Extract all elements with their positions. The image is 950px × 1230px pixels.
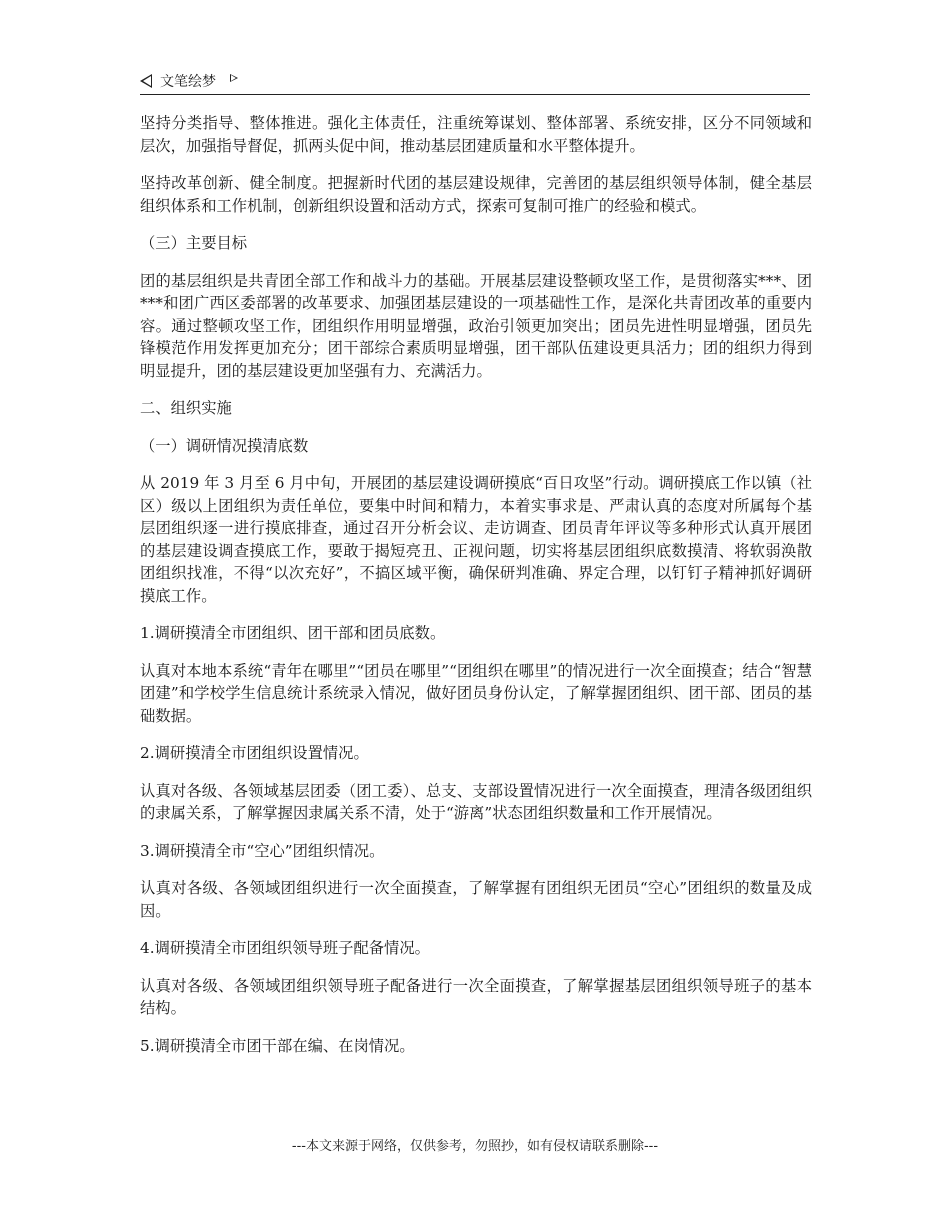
- page-header: [140, 68, 810, 95]
- item-4-body: 认真对各级、各领域团组织领导班子配备进行一次全面摸查，了解掌握基层团组织领导班子的基本结构。: [140, 976, 812, 1017]
- item-2-title: 2.调研摸清全市团组织设置情况。: [140, 744, 369, 762]
- paragraph-principle-reform: 坚持改革创新、健全制度。把握新时代团的基层建设规律，完善团的基层组织领导体制，健全基层组织体系和工作机制，创新组织设置和活动方式，探索可复制可推广的经验和模式。: [140, 174, 812, 215]
- item-4-title: 4.调研摸清全市团组织领导班子配备情况。: [140, 939, 430, 957]
- item-1-body: 认真对本地本系统“青年在哪里”“团员在哪里”“团组织在哪里”的情况进行一次全面摸查；结合“智慧团建”和学校学生信息统计系统录入情况，做好团员身份认定，了解掌握团组织、团干部、团员的基础数据。: [140, 661, 812, 725]
- paragraph-principle-guidance: 坚持分类指导、整体推进。强化主体责任，注重统筹谋划、整体部署、系统安排，区分不同领域和层次，加强指导督促，抓两头促中间，推动基层团建质量和水平整体提升。: [140, 114, 812, 155]
- heading-main-goals: （三）主要目标: [140, 234, 248, 252]
- item-2-body: 认真对各级、各领域基层团委（团工委）、总支、支部设置情况进行一次全面摸查，理清各级团组织的隶属关系，了解掌握因隶属关系不清，处于“游离”状态团组织数量和工作开展情况。: [140, 781, 812, 822]
- brand-name: 文笔绘梦: [160, 74, 216, 90]
- heading-survey: （一）调研情况摸清底数: [140, 436, 309, 455]
- paragraph-main-goals: 团的基层组织是共青团全部工作和战斗力的基础。开展基层建设整顿攻坚工作，是贯彻落实***、团***和团广西区委部署的改革要求、加强团基层建设的一项基础性工作，是深化共青团改革的重要内容。通过整顿攻坚工作，团组织作用明显增强，政治引领更加突出；团员先进性明显增强，团员先锋模范作用发挥更加充分；团干部综合素质明显增强，团干部队伍建设更具活力；团的组织力得到明显提升，团的基层建设更加坚强有力、充满活力。: [140, 271, 812, 380]
- play-triangle-icon: [230, 74, 238, 82]
- item-3-title: 3.调研摸清全市“空心”团组织情况。: [140, 841, 385, 860]
- item-1-title: 1.调研摸清全市团组织、团干部和团员底数。: [140, 624, 446, 642]
- heading-organization: 二、组织实施: [140, 399, 232, 417]
- item-5-title: 5.调研摸清全市团干部在编、在岗情况。: [140, 1036, 415, 1055]
- document-body: [140, 112, 812, 1072]
- back-triangle-icon: [140, 74, 152, 88]
- page-footer-notice: ---本文来源于网络，仅供参考，勿照抄，如有侵权请联系删除---: [291, 1139, 659, 1154]
- paragraph-survey: 从 2019 年 3 月至 6 月中旬，开展团的基层建设调研摸底“百日攻坚”行动。调研摸底工作以镇（社区）级以上团组织为责任单位，要集中时间和精力，本着实事求是、严肃认真的态度对所属每个基层团组织逐一进行摸底排查，通过召开分析会议、走访调查、团员青年评议等多种形式认真开展团的基层建设调查摸底工作，要敢于揭短亮丑、正视问题，切实将基层团组织底数摸清、将软弱涣散团组织找准，不得“以次充好”，不搞区域平衡，确保研判准确、界定合理，以钉钉子精神抓好调研摸底工作。: [140, 474, 812, 605]
- item-3-body: 认真对各级、各领域团组织进行一次全面摸查，了解掌握有团组织无团员“空心”团组织的数量及成因。: [140, 879, 812, 920]
